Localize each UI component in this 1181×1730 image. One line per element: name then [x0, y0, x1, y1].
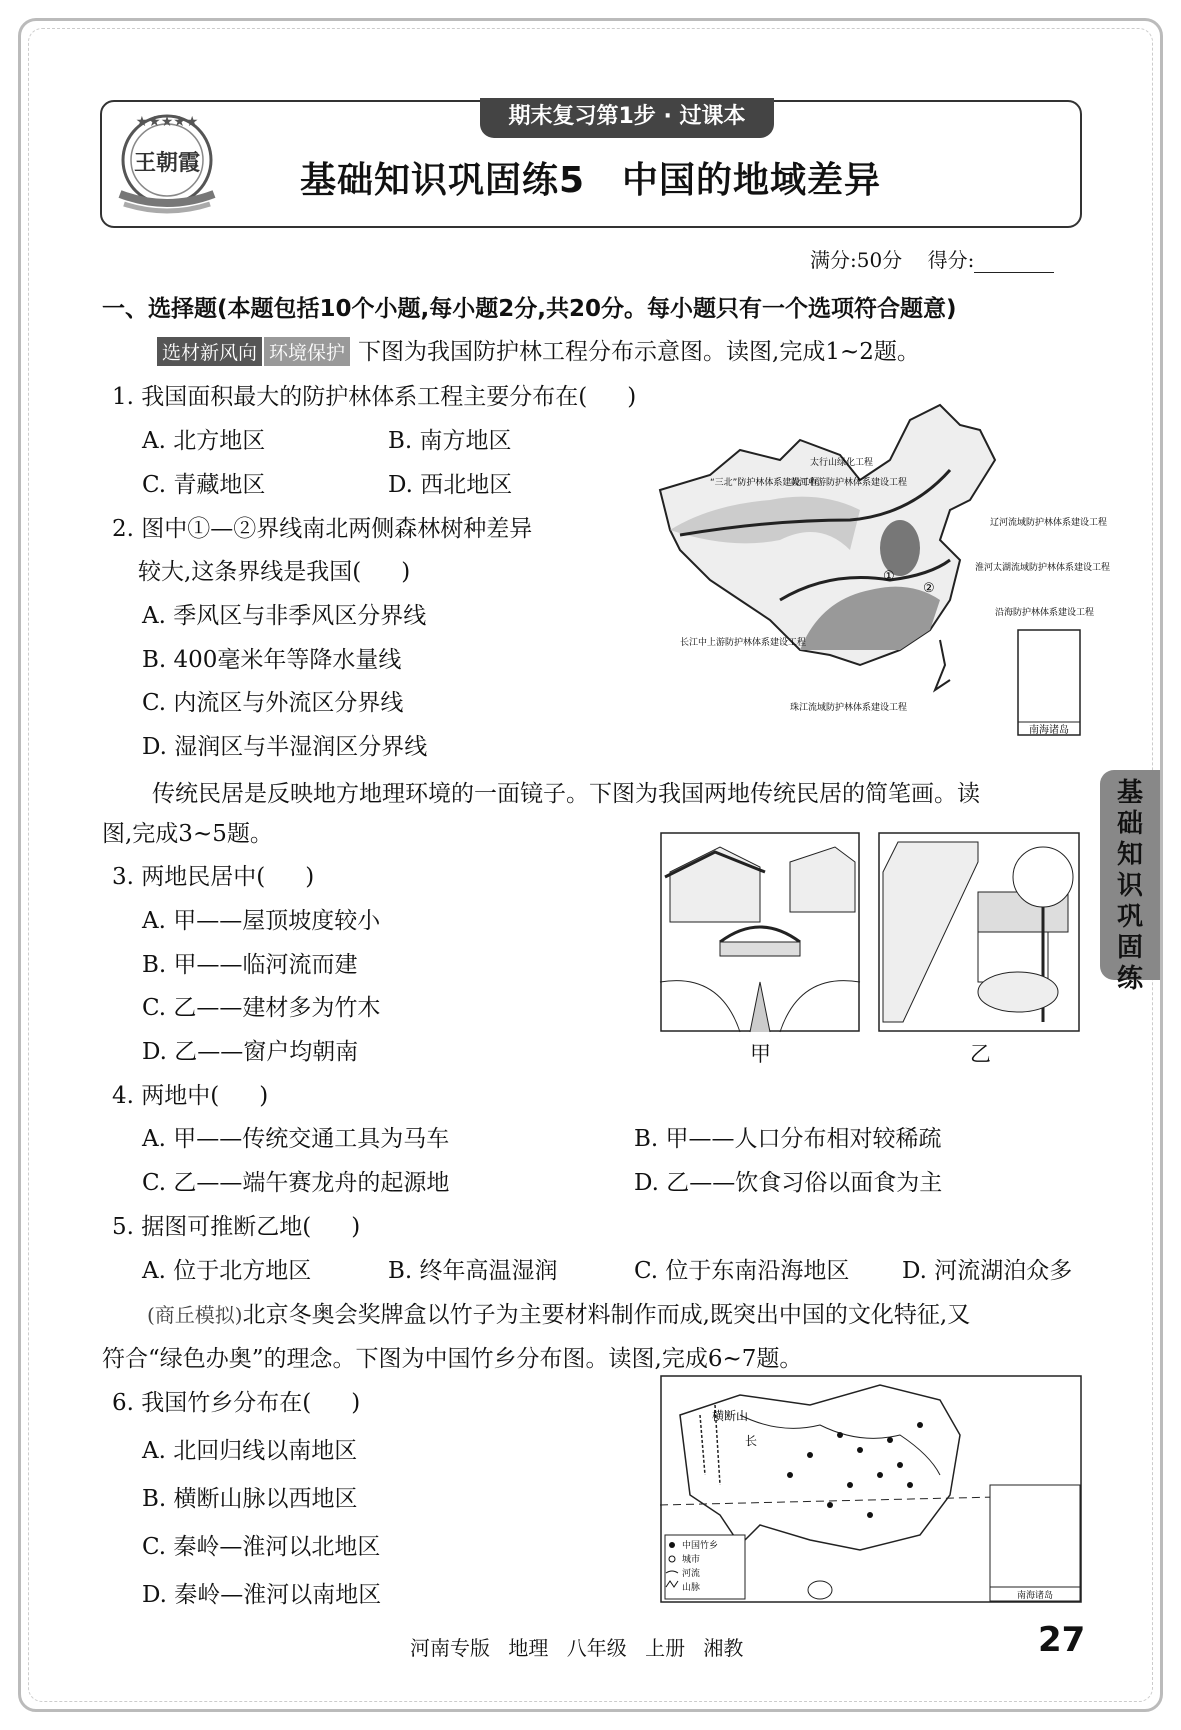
q5-option-c[interactable]: C. 位于东南沿海地区 — [634, 1258, 850, 1284]
q3-option-d[interactable]: D. 乙——窗户均朝南 — [142, 1039, 359, 1065]
map2-inset-label: 南海诸岛 — [1016, 1591, 1054, 1601]
q1-option-b[interactable]: B. 南方地区 — [388, 428, 512, 454]
q4-option-a[interactable]: A. 甲——传统交通工具为马车 — [142, 1126, 450, 1152]
map-mark-1: ① — [883, 569, 895, 584]
q3-stem: 3. 两地民居中( ) — [112, 864, 315, 890]
house-yi-caption: 乙 — [970, 1042, 991, 1066]
intro-3-line-2: 符合“绿色办奥”的理念。下图为中国竹乡分布图。读图,完成6~7题。 — [102, 1346, 803, 1372]
q2-option-c[interactable]: C. 内流区与外流区分界线 — [142, 690, 404, 716]
label-sanbei: “三北”防护林体系建设工程 — [710, 478, 819, 488]
legend-city: 城市 — [682, 1555, 701, 1565]
side-tab: 基 础 知 识 巩 固 练 — [1100, 770, 1160, 980]
house-yi-drawing — [878, 832, 1080, 1032]
q4-stem: 4. 两地中( ) — [112, 1083, 269, 1109]
tag-new: 选材新风向 — [157, 337, 262, 366]
label-huaihe: 淮河太湖流域防护林体系建设工程 — [975, 563, 1111, 573]
q4-option-c[interactable]: C. 乙——端午赛龙舟的起源地 — [142, 1170, 450, 1196]
logo — [112, 108, 222, 218]
score-line — [810, 244, 1054, 273]
q2-stem-1: 2. 图中①—②界线南北两侧森林树种差异 — [112, 516, 533, 542]
q2-option-a[interactable]: A. 季风区与非季风区分界线 — [142, 603, 427, 629]
q2-stem-2: 较大,这条界线是我国( ) — [138, 559, 411, 585]
q1-stem: 1. 我国面积最大的防护林体系工程主要分布在( ) — [112, 384, 637, 410]
q1-option-d[interactable]: D. 西北地区 — [388, 472, 513, 498]
map-mark-2: ② — [923, 581, 935, 596]
place-chang: 长 — [745, 1434, 758, 1448]
q3-option-c[interactable]: C. 乙——建材多为竹木 — [142, 995, 381, 1021]
legend-river: 河流 — [682, 1569, 701, 1579]
intro-1-text: 下图为我国防护林工程分布示意图。读图,完成1~2题。 — [358, 339, 920, 365]
tag-topic: 环境保护 — [264, 337, 350, 366]
label-taihang: 太行山绿化工程 — [810, 458, 874, 468]
q6-option-b[interactable]: B. 横断山脉以西地区 — [142, 1486, 358, 1512]
q5-option-a[interactable]: A. 位于北方地区 — [142, 1258, 312, 1284]
q6-stem: 6. 我国竹乡分布在( ) — [112, 1390, 361, 1416]
full-score: 满分:50分 — [810, 248, 903, 272]
footer-text: 河南专版 地理 八年级 上册 湘教 — [410, 1636, 744, 1660]
intro-2-line-1: 传统民居是反映地方地理环境的一面镜子。下图为我国两地传统民居的简笔画。读 — [152, 781, 980, 807]
header-tab: 期末复习第1步 · 过课本 — [480, 98, 774, 138]
house-jia-drawing — [660, 832, 860, 1032]
score-blank[interactable] — [974, 254, 1054, 273]
label-liaohe: 辽河流域防护林体系建设工程 — [990, 518, 1108, 528]
page-number: 27 — [1038, 1620, 1086, 1660]
q2-option-d[interactable]: D. 湿润区与半湿润区分界线 — [142, 734, 428, 760]
label-huanghe: 黄河中游防护林体系建设工程 — [790, 478, 908, 488]
logo-text: 王朝霞 — [133, 150, 201, 176]
q1-option-a[interactable]: A. 北方地区 — [142, 428, 266, 454]
q1-option-c[interactable]: C. 青藏地区 — [142, 472, 266, 498]
q3-option-b[interactable]: B. 甲——临河流而建 — [142, 952, 358, 978]
q4-option-b[interactable]: B. 甲——人口分布相对较稀疏 — [634, 1126, 942, 1152]
q6-option-c[interactable]: C. 秦岭—淮河以北地区 — [142, 1534, 381, 1560]
legend-mountain: 山脉 — [682, 1583, 701, 1593]
svg-text:★★★★★: ★★★★★ — [135, 114, 199, 130]
q5-stem: 5. 据图可推断乙地( ) — [112, 1214, 361, 1240]
intro-1 — [157, 333, 920, 366]
q3-option-a[interactable]: A. 甲——屋顶坡度较小 — [142, 908, 381, 934]
label-changjiang: 长江中上游防护林体系建设工程 — [680, 638, 807, 648]
q5-option-b[interactable]: B. 终年高温湿润 — [388, 1258, 558, 1284]
q6-option-a[interactable]: A. 北回归线以南地区 — [142, 1438, 358, 1464]
intro-3-line-1: (商丘模拟)北京冬奥会奖牌盒以竹子为主要材料制作而成,既突出中国的文化特征,又 — [147, 1302, 971, 1328]
q2-option-b[interactable]: B. 400毫米年等降水量线 — [142, 647, 402, 673]
house-jia-caption: 甲 — [750, 1042, 771, 1066]
map1-inset-label: 南海诸岛 — [1029, 725, 1069, 736]
shelterbelt-map — [650, 400, 1111, 740]
label-coastal: 沿海防护林体系建设工程 — [995, 608, 1095, 618]
q4-option-d[interactable]: D. 乙——饮食习俗以面食为主 — [634, 1170, 943, 1196]
section-heading: 一、选择题(本题包括10个小题,每小题2分,共20分。每小题只有一个选项符合题意) — [102, 296, 957, 322]
label-zhujiang: 珠江流域防护林体系建设工程 — [790, 703, 908, 713]
q5-option-d[interactable]: D. 河流湖泊众多 — [902, 1258, 1073, 1284]
page-title: 基础知识巩固练5 中国的地域差异 — [300, 160, 882, 201]
legend-bamboo: 中国竹乡 — [682, 1541, 719, 1551]
q6-option-d[interactable]: D. 秦岭—淮河以南地区 — [142, 1582, 382, 1608]
place-hengduan: 横断山 — [712, 1409, 749, 1423]
bamboo-map — [660, 1375, 1082, 1603]
score-label: 得分: — [927, 248, 975, 272]
intro-2-line-2: 图,完成3~5题。 — [102, 821, 273, 847]
